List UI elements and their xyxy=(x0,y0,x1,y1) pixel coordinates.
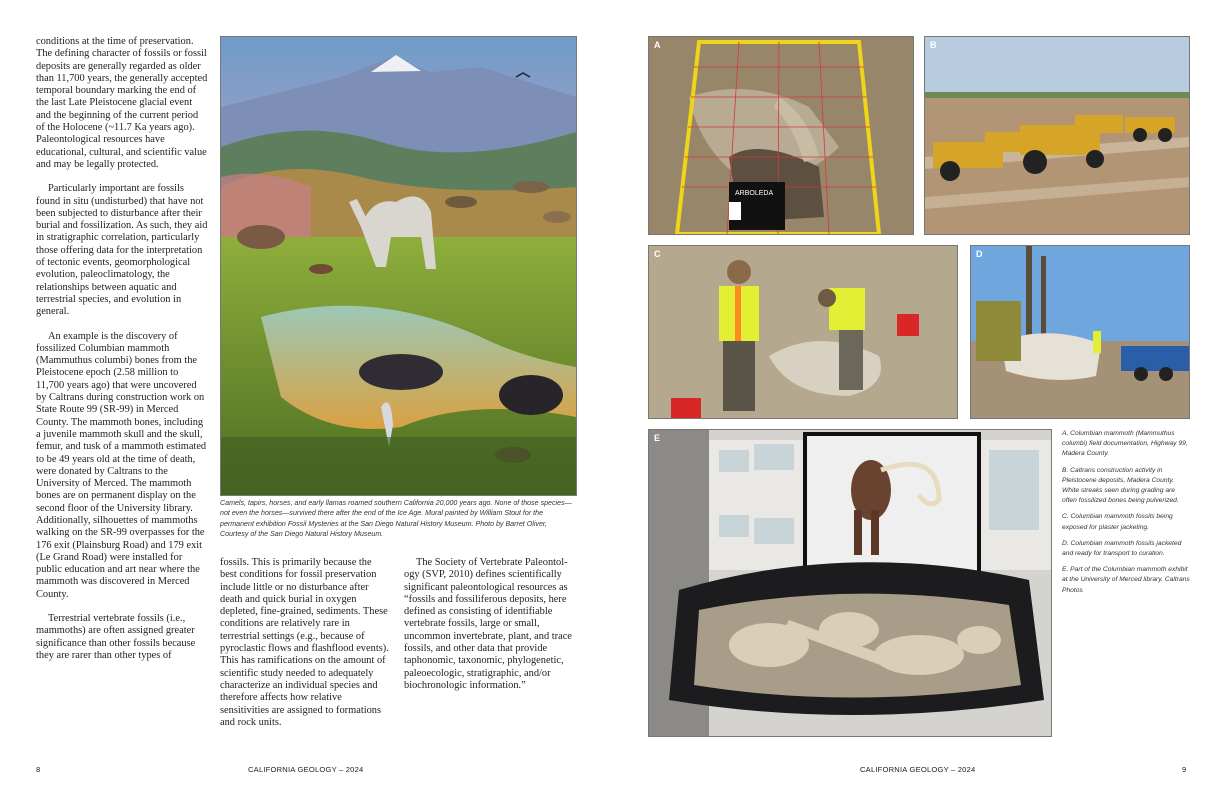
panel-label-c: C xyxy=(654,249,661,259)
figure-captions xyxy=(1062,429,1190,602)
caption-d: D. Columbian mammoth fossils jacketed and ready for transport to curation. xyxy=(1062,539,1182,558)
caption-e: E. Part of the Columbian mammoth exhibit at the University of Merced library. Caltrans Photos xyxy=(1062,566,1190,594)
photo-c-fossil-exposure xyxy=(648,245,958,419)
photo-a-field-documentation xyxy=(648,36,914,235)
running-footer: CALIFORNIA GEOLOGY – 2024 xyxy=(248,765,364,774)
running-footer: CALIFORNIA GEOLOGY – 2024 xyxy=(860,765,976,774)
text-column-2 xyxy=(220,557,390,741)
text-column-1 xyxy=(36,36,208,674)
panel-label-b: B xyxy=(930,40,937,50)
paragraph: The Society of Vertebrate Paleontol-ogy (SVP, 2010) defines scientifically significant paleontological resources as “fossils and fossiliferous deposits, here defined as consisting of identifiable vertebrate fossils, large or small, uncommon invertebrate, plant, and trace fossils, and other data that provide taphonomic, taxonomic, phylogenetic, paleoecologic, stratigraphic, and/or biochronologic information.” xyxy=(404,557,572,691)
mural-caption: Camels, tapirs, horses, and early llamas roamed southern California 20,000 years ago. None of those species—not even the horses—survived there after the end of the Ice Age. Mural painted by William Stout for the permanent exhibition Fossil Mysteries at the San Diego Natural History Museum. Photo by Barret Oliver, Courtesy of the San Diego Natural History Museum. xyxy=(220,499,572,539)
caption-c: C. Columbian mammoth fossils being exposed for plaster jacketing. xyxy=(1062,513,1173,531)
caption-a: A. Columbian mammoth (Mammuthus columbi) field documentation, Highway 99, Madera County. xyxy=(1062,430,1188,458)
photo-d-jacketed-fossils xyxy=(970,245,1190,419)
text-column-3 xyxy=(404,557,576,704)
ice-age-mural-image xyxy=(220,36,577,496)
paragraph: conditions at the time of preservation. The defining character of fossils or fossil deposits are generally regarded as older than 11,700 years, the generally accepted temporal boundary marking the end of the last Late Pleistocene glacial event and the beginning of the current period of the Holocene (~11.7 Ka years ago). Paleontological resources have educational, cultural, and scientific value and may be legally protected. xyxy=(36,36,208,170)
photo-e-library-exhibit xyxy=(648,429,1052,737)
paragraph: An example is the discovery of fossilized Columbian mammoth (Mammuthus columbi) bones from the Pleistocene epoch (2.58 million to 11,700 years ago) that were uncovered by Caltrans during construction work on State Route 99 (SR-99) in Merced County. The mammoth bones, including a juvenile mammoth skull and the skull, femur, and tusk of a mammoth estimated to be 49 years old at the time of death, were donated by Caltrans to the University of Merced. The mammoth bones are on permanent display on the second floor of the University library. Additionally, silhouettes of mammoths walking on the SR-99 overpasses for the 176 exit (Plainsburg Road) and 179 exit (Le Grand Road) were installed for public education and art near where the mammoth was discovered in Merced County. xyxy=(36,330,207,600)
field-sign-text: ARBOLEDA xyxy=(735,190,774,197)
photo-b-construction xyxy=(924,36,1190,235)
panel-label-e: E xyxy=(654,433,661,443)
caption-b: B. Caltrans construction activity in Pleistocene deposits, Madera County. White streaks seen during grading are often fossilized bones being pulverized. xyxy=(1062,466,1179,505)
page-number: 9 xyxy=(1182,765,1187,774)
paragraph: Terrestrial vertebrate fossils (i.e., mammoths) are often assigned greater significance than other fossils because they are rarer than other types of xyxy=(36,613,196,661)
panel-label-d: D xyxy=(976,249,983,259)
right-page xyxy=(612,0,1224,792)
paragraph: fossils. This is primarily because the best conditions for fossil preservation include little or no disturbance after death and quick burial in oxygen depleted, fine-grained, sediments. These conditions are relatively rare in terrestrial settings (e.g., because of pyroclastic flows and flashflood events). This has ramifications on the amount of scientific study needed to adequately characterize an individual species and therefore affects how relative sensitivities are assigned to formations and rock units. xyxy=(220,557,389,728)
panel-label-a: A xyxy=(654,40,661,50)
page-number: 8 xyxy=(36,765,41,774)
paragraph: Particularly important are fossils found in situ (undisturbed) that have not been subjected to disturbance after their burial and fossilization. As such, they aid in stratigraphic correlation, particularly those offering data for the interpretation of tectonic events, geomorphological evolution, paleoclimatology, the relationships between aquatic and terrestrial species, and evolution in general. xyxy=(36,183,208,318)
